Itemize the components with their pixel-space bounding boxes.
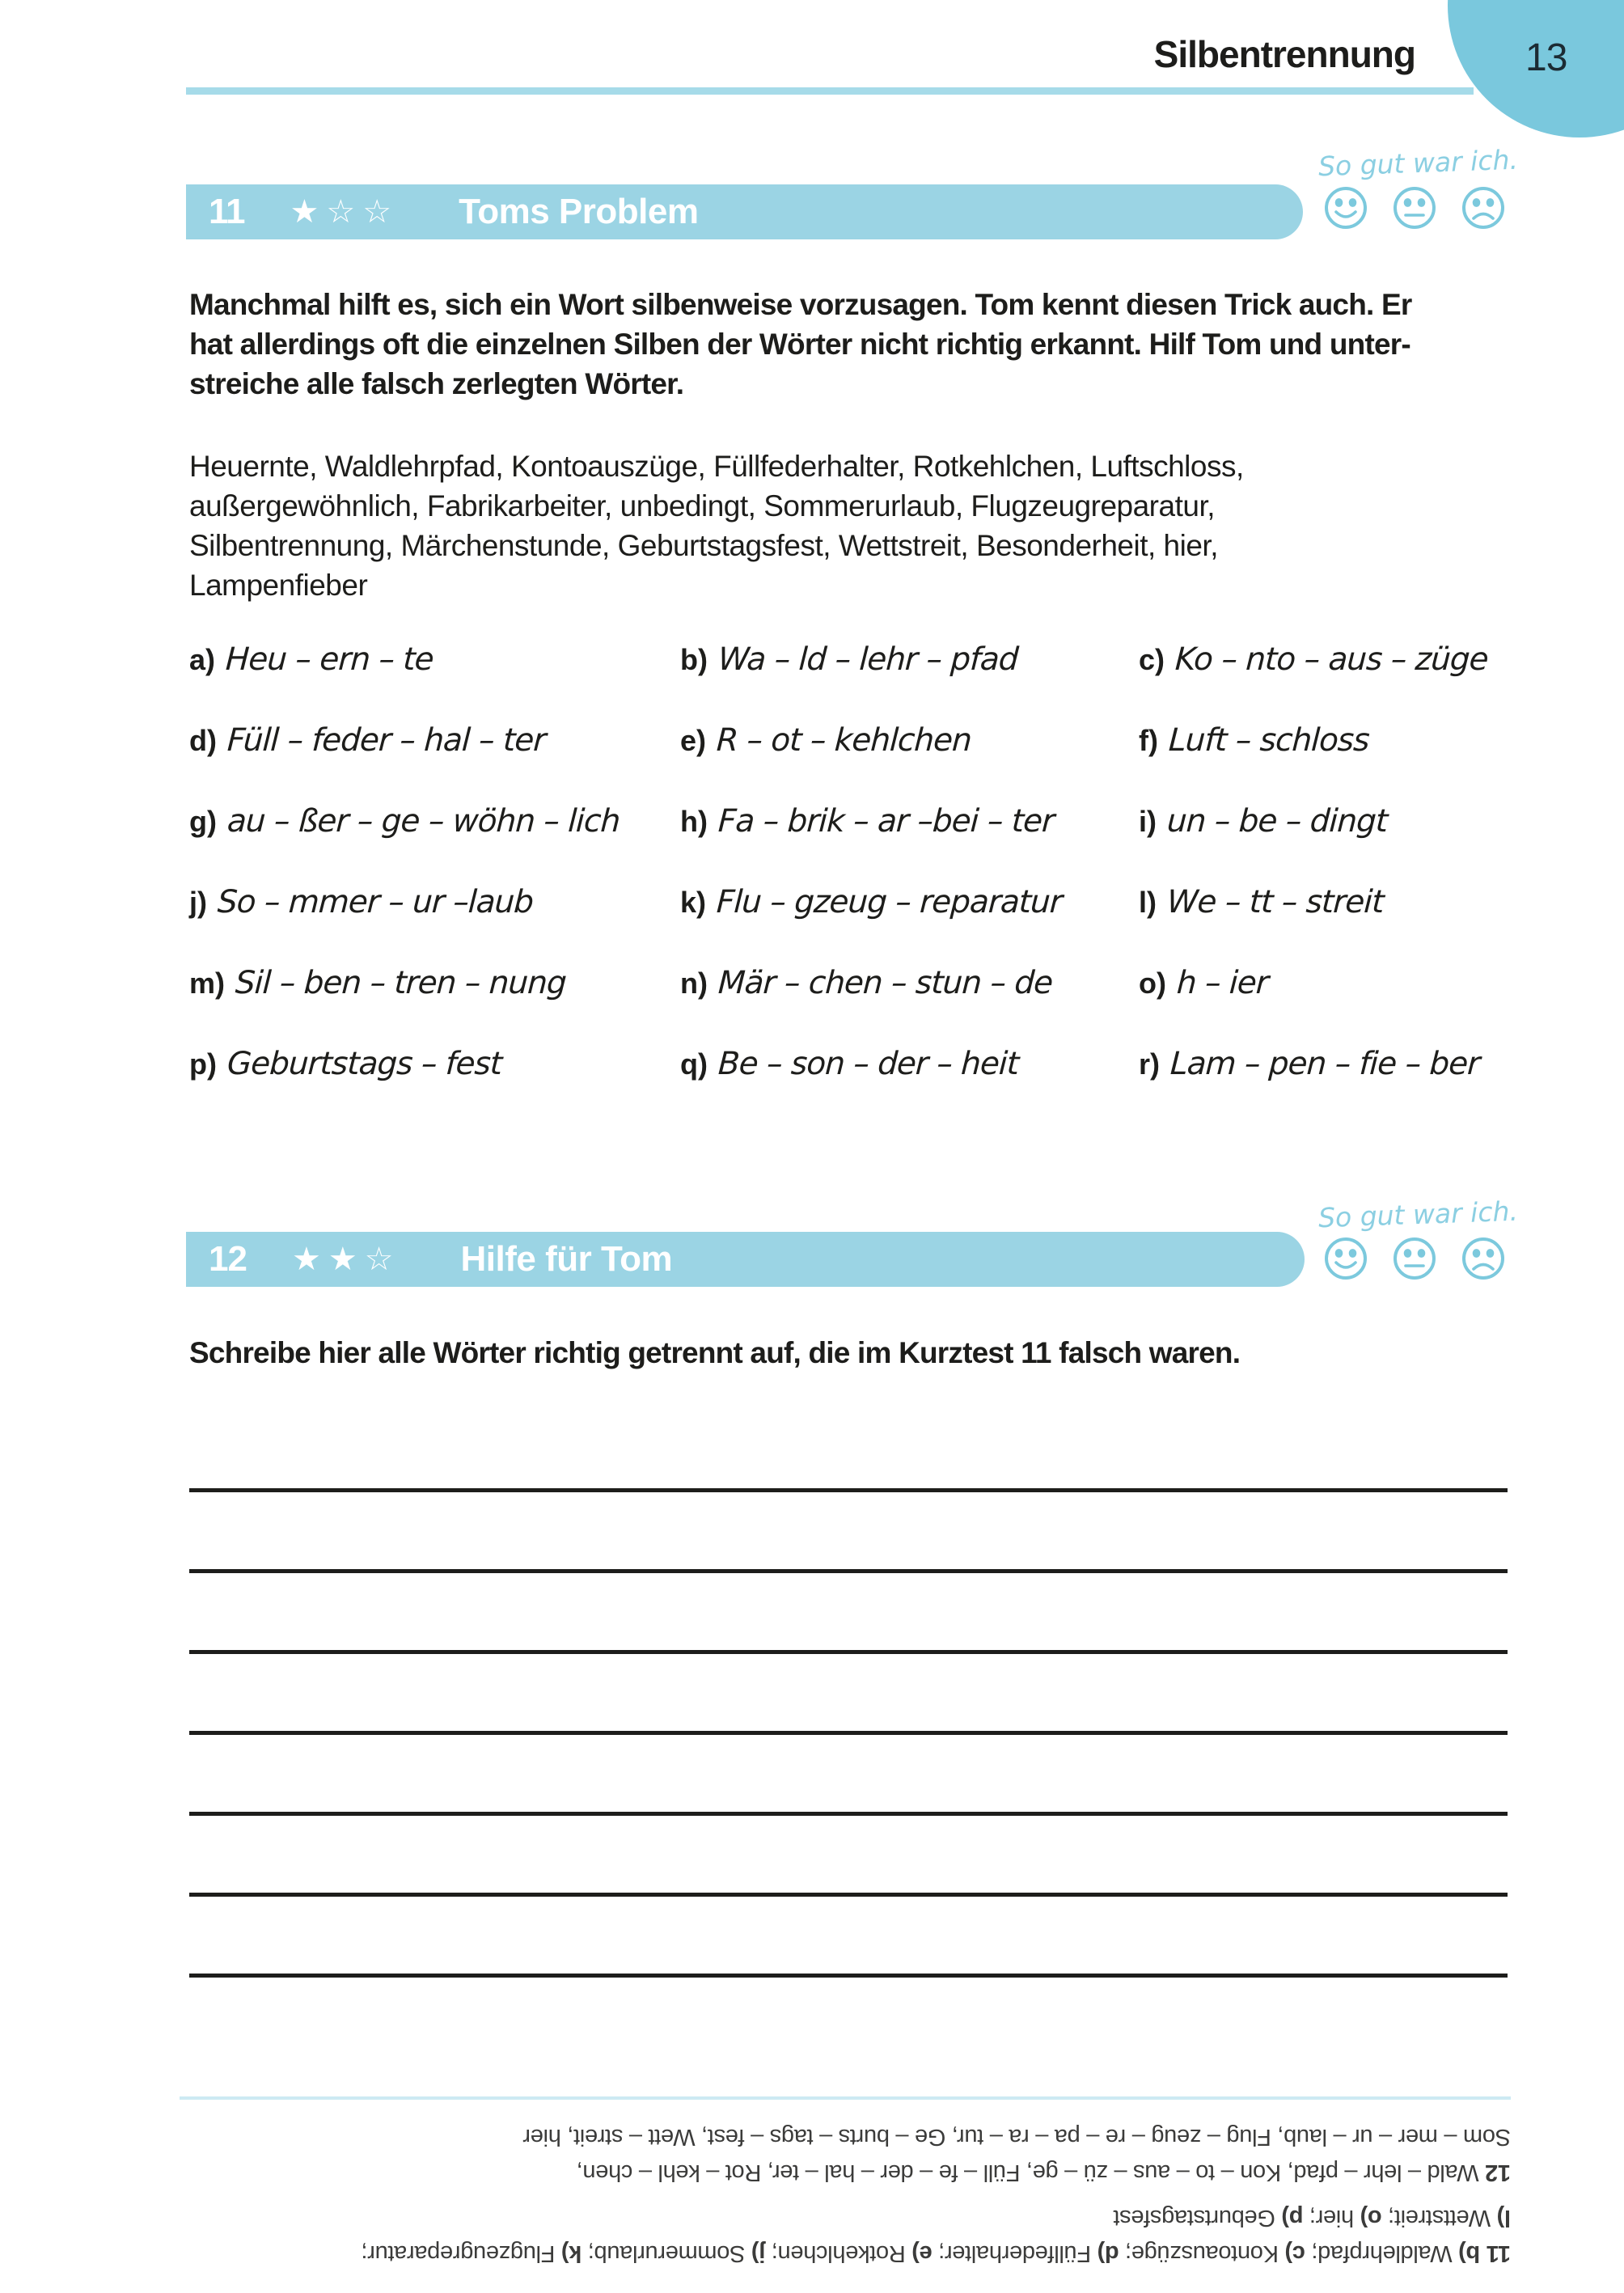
answer-key [180,2119,1511,2271]
syllable-item [680,1046,1139,1127]
syllable-text: R – ot – kehlchen [715,722,973,759]
syllable-text: So – mmer – ur –laub [216,884,535,920]
writing-line [189,1488,1508,1492]
syllable-text: au – ßer – ge – wöhn – lich [226,803,621,840]
syllable-text: Fa – brik – ar –bei – ter [717,803,1055,840]
syllable-label: q) [680,1047,708,1081]
syllable-grid [189,641,1548,1127]
syllable-label: j) [189,886,207,919]
exercise-12-bar [186,1232,1305,1287]
header-rule [186,87,1474,95]
syllable-label: c) [1139,643,1165,676]
writing-line [189,1569,1508,1573]
syllable-item [189,641,680,722]
syllable-label: l) [1139,886,1157,919]
feedback-label-12: So gut war ich. [1317,1195,1519,1234]
smiley-neutral-icon [1392,1236,1437,1281]
answer-line: 12 Wald – lehr – pfad, Kon – to – aus – zü – ge, Füll – fe – der – hal – ter, Rot – kehl – chen, [576,2160,1511,2185]
smiley-sad-icon [1461,185,1506,231]
syllable-item [680,641,1139,722]
syllable-item [1139,803,1548,884]
syllable-label: b) [680,643,708,676]
feedback-label-11: So gut war ich. [1317,143,1519,183]
syllable-label: k) [680,886,707,919]
feedback-smileys-11 [1323,185,1506,231]
syllable-text: un – be – dingt [1165,803,1389,840]
syllable-label: n) [680,967,708,1000]
syllable-text: Geburtstags – fest [226,1046,503,1082]
syllable-item [189,722,680,803]
answer-key-divider-rule [180,2096,1511,2100]
syllable-text: Sil – ben – tren – nung [234,965,567,1001]
exercise-12-difficulty-stars: ★★☆ [291,1242,401,1277]
syllable-text: Flu – gzeug – reparatur [715,884,1064,920]
syllable-label: d) [189,724,217,757]
smiley-happy-icon [1323,185,1368,231]
syllable-item [189,965,680,1046]
syllable-text: h – ier [1175,965,1270,1001]
exercise-11-instruction [189,285,1411,404]
syllable-item [1139,641,1548,722]
answer-line: 11 b) Waldlehrpfad; c) Kontoauszüge; d) Füllfederhalter; e) Rotkehlchen; j) Sommerurlaub; k) Flugzeugreparatur; [361,2240,1511,2266]
syllable-text: We – tt – streit [1165,884,1385,920]
syllable-text: Wa – ld – lehr – pfad [717,641,1019,678]
feedback-smileys-12 [1323,1236,1506,1281]
syllable-item [1139,965,1548,1046]
exercise-11-title: Toms Problem [459,192,699,231]
syllable-item [680,722,1139,803]
syllable-label: e) [680,724,707,757]
smiley-happy-icon [1323,1236,1368,1281]
syllable-label: r) [1139,1047,1160,1081]
syllable-item [680,884,1139,965]
syllable-text: Ko – nto – aus – züge [1174,641,1489,678]
syllable-item [1139,1046,1548,1127]
syllable-item [1139,884,1548,965]
syllable-label: m) [189,967,225,1000]
writing-line [189,1974,1508,1978]
syllable-text: Füll – feder – hal – ter [226,722,547,759]
writing-line [189,1650,1508,1654]
answer-line: Som – mer – ur – laub, Flug – zeug – re – pa – ra – tur, Ge – burts – tags – fest, Wett – streit, hier [522,2124,1511,2150]
writing-line [189,1812,1508,1816]
syllable-text: Lam – pen – fie – ber [1169,1046,1481,1082]
syllable-item [1139,722,1548,803]
syllable-text: Luft – schloss [1167,722,1370,759]
syllable-label: p) [189,1047,217,1081]
exercise-12-number: 12 [209,1239,247,1279]
syllable-item [189,1046,680,1127]
instruction-line: hat allerdings oft die einzelnen Silben der Wörter nicht richtig erkannt. Hilf Tom und unter- [189,328,1410,361]
word-list-line: außergewöhnlich, Fabrikarbeiter, unbedingt, Sommerurlaub, Flugzeugreparatur, [189,489,1216,522]
word-list-line: Heuernte, Waldlehrpfad, Kontoauszüge, Füllfederhalter, Rotkehlchen, Luftschloss, [189,450,1244,483]
syllable-text: Heu – ern – te [224,641,434,678]
syllable-item [189,884,680,965]
writing-line [189,1893,1508,1897]
instruction-line: Schreibe hier alle Wörter richtig getrennt auf, die im Kurztest 11 falsch waren. [189,1336,1241,1369]
smiley-sad-icon [1461,1236,1506,1281]
instruction-line: streiche alle falsch zerlegten Wörter. [189,367,684,400]
page-number: 13 [1525,36,1567,79]
syllable-text: Be – son – der – heit [717,1046,1020,1082]
syllable-label: h) [680,805,708,838]
instruction-line: Manchmal hilft es, sich ein Wort silbenweise vorzusagen. Tom kennt diesen Trick auch. Er [189,288,1412,321]
syllable-label: f) [1139,724,1158,757]
syllable-label: g) [189,805,217,838]
syllable-label: o) [1139,967,1166,1000]
syllable-text: Mär – chen – stun – de [717,965,1054,1001]
word-list-line: Lampenfieber [189,569,368,602]
page-title: Silbentrennung [1153,33,1415,75]
smiley-neutral-icon [1392,185,1437,231]
exercise-11-number: 11 [209,192,245,231]
syllable-label: a) [189,643,216,676]
word-list-line: Silbentrennung, Märchenstunde, Geburtstagsfest, Wettstreit, Besonderheit, hier, [189,529,1218,562]
exercise-11-difficulty-stars: ★☆☆ [290,194,400,230]
syllable-label: i) [1139,805,1157,838]
syllable-item [680,965,1139,1046]
syllable-item [189,803,680,884]
word-list [189,446,1244,605]
writing-line [189,1731,1508,1735]
exercise-12-title: Hilfe für Tom [460,1239,673,1279]
exercise-12-instruction [189,1333,1240,1373]
answer-line: l) Wettstreit; o) hier; p) Geburtstagsfest [1113,2205,1511,2231]
exercise-11-bar [186,184,1303,239]
syllable-item [680,803,1139,884]
